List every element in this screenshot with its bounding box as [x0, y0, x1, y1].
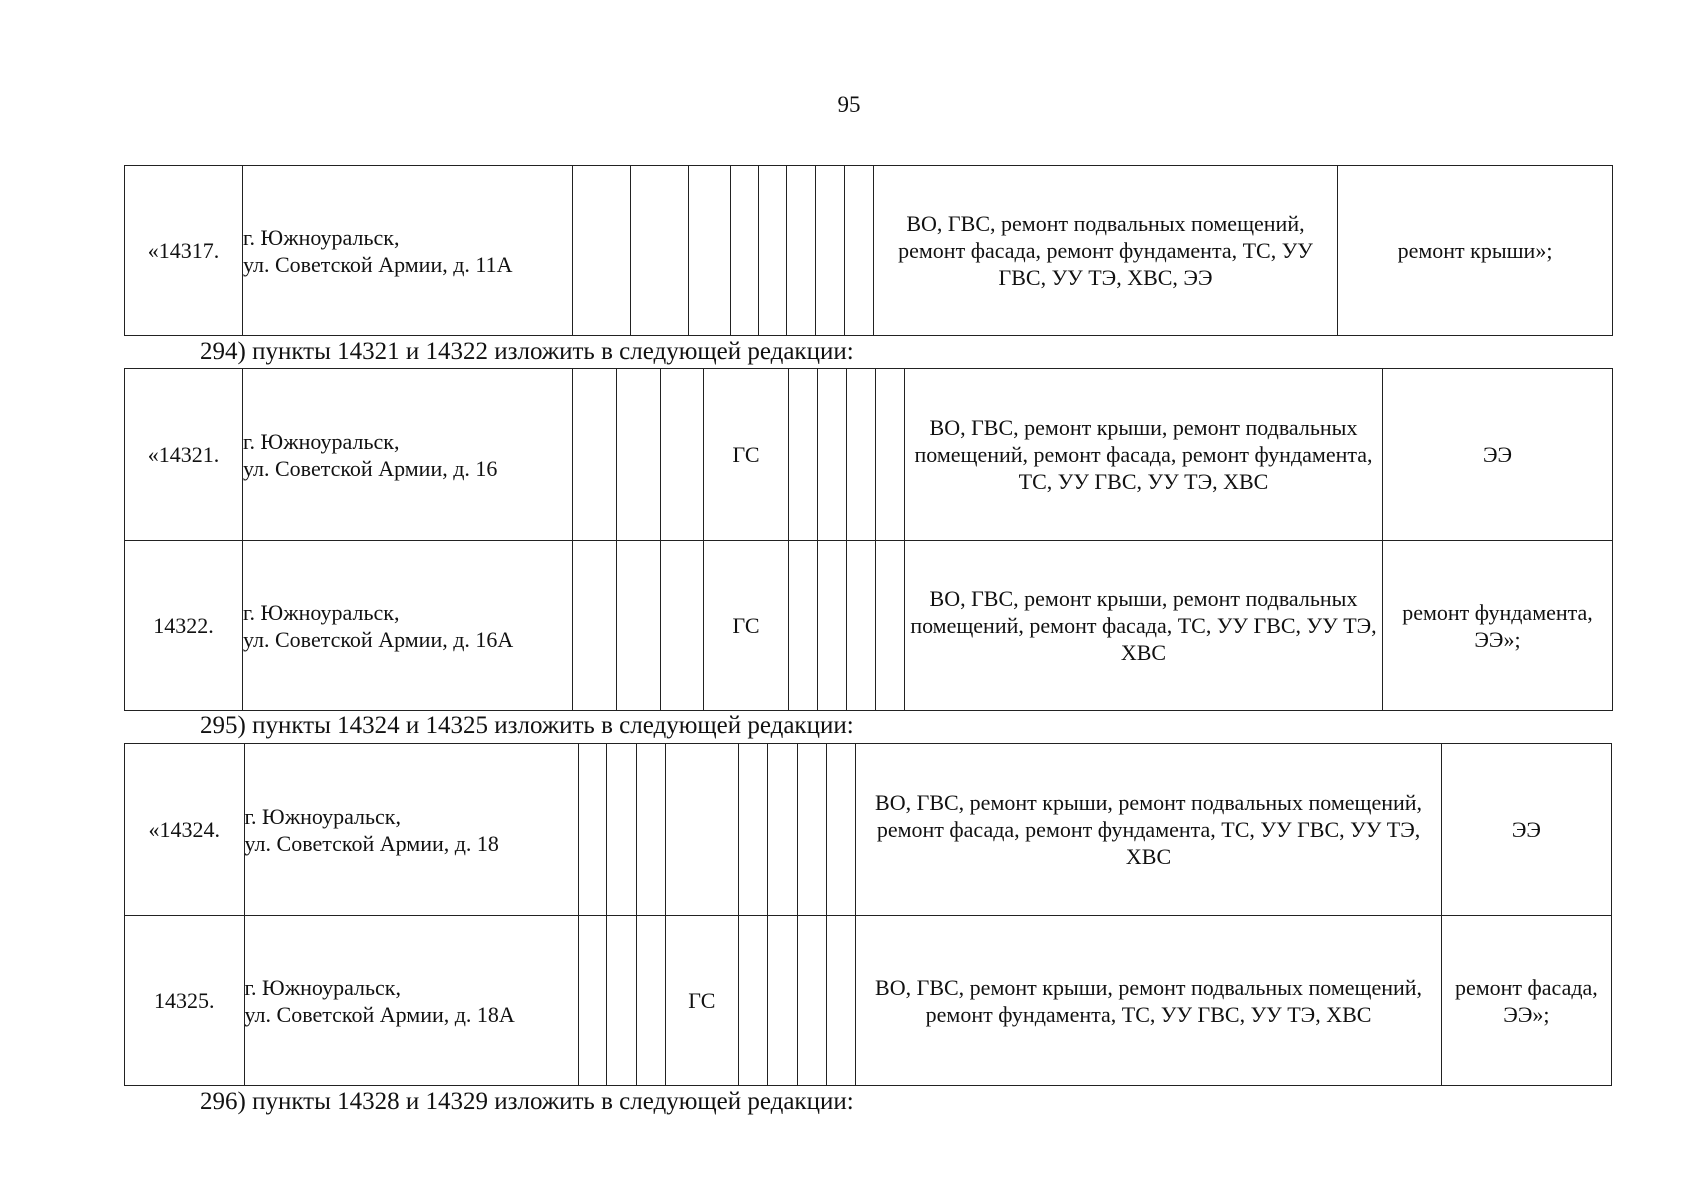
address-street: ул. Советской Армии, д. 11А — [243, 251, 513, 277]
address-street: ул. Советской Армии, д. 18 — [244, 830, 499, 856]
empty-cell — [768, 744, 797, 916]
gas-supply-cell: ГС — [704, 369, 789, 541]
address-cell — [244, 916, 578, 1086]
empty-cell — [847, 541, 876, 711]
repair-table-2 — [124, 368, 1613, 711]
address-cell — [243, 166, 573, 336]
empty-cell — [636, 916, 665, 1086]
other-works-cell: ремонт фундамента, ЭЭ»; — [1383, 541, 1613, 711]
empty-cell — [759, 166, 787, 336]
empty-cell — [826, 916, 855, 1086]
empty-cell — [607, 744, 636, 916]
gas-supply-cell — [689, 166, 731, 336]
item-number: «14321. — [125, 369, 243, 541]
empty-cell — [789, 541, 818, 711]
item-number: «14317. — [125, 166, 243, 336]
address-city: г. Южноуральск, — [243, 428, 400, 454]
address-cell — [243, 369, 573, 541]
address-street: ул. Советской Армии, д. 16А — [243, 626, 514, 652]
empty-cell — [573, 541, 617, 711]
address-street: ул. Советской Армии, д. 16 — [243, 455, 498, 481]
works-cell: ВО, ГВС, ремонт крыши, ремонт подвальных помещений, ремонт фасада, ремонт фундамента, ТС, УУ ГВС, УУ ТЭ, ХВС — [905, 369, 1383, 541]
empty-cell — [787, 166, 816, 336]
amendment-paragraph: 296) пункты 14328 и 14329 изложить в следующей редакции: — [200, 1088, 854, 1115]
empty-cell — [768, 916, 797, 1086]
amendment-paragraph: 295) пункты 14324 и 14325 изложить в следующей редакции: — [200, 712, 854, 739]
empty-cell — [731, 166, 759, 336]
empty-cell — [818, 541, 847, 711]
address-city: г. Южноуральск, — [243, 224, 400, 250]
address-street: ул. Советской Армии, д. 18А — [244, 1001, 515, 1027]
address-city: г. Южноуральск, — [244, 974, 401, 1000]
works-cell: ВО, ГВС, ремонт крыши, ремонт подвальных помещений, ремонт фундамента, ТС, УУ ГВС, УУ ТЭ, ХВС — [856, 916, 1441, 1086]
works-cell: ВО, ГВС, ремонт крыши, ремонт подвальных помещений, ремонт фасада, ремонт фундамента, ТС, УУ ГВС, УУ ТЭ, ХВС — [856, 744, 1441, 916]
empty-cell — [876, 369, 905, 541]
item-number: «14324. — [125, 744, 245, 916]
works-cell: ВО, ГВС, ремонт подвальных помещений, ремонт фасада, ремонт фундамента, ТС, УУ ГВС, УУ ТЭ, ХВС, ЭЭ — [874, 166, 1338, 336]
empty-cell — [617, 369, 661, 541]
empty-cell — [661, 369, 704, 541]
empty-cell — [607, 916, 636, 1086]
other-works-cell: ремонт крыши»; — [1338, 166, 1613, 336]
repair-table-1 — [124, 165, 1613, 336]
empty-cell — [797, 916, 826, 1086]
empty-cell — [847, 369, 876, 541]
item-number: 14325. — [125, 916, 245, 1086]
gas-supply-cell — [665, 744, 738, 916]
item-number: 14322. — [125, 541, 243, 711]
empty-cell — [636, 744, 665, 916]
other-works-cell: ремонт фасада, ЭЭ»; — [1441, 916, 1611, 1086]
amendment-paragraph: 294) пункты 14321 и 14322 изложить в следующей редакции: — [200, 338, 854, 365]
empty-cell — [738, 744, 767, 916]
empty-cell — [797, 744, 826, 916]
empty-cell — [573, 369, 617, 541]
address-cell — [244, 744, 578, 916]
table-row — [125, 369, 1613, 541]
empty-cell — [573, 166, 631, 336]
table-row — [125, 916, 1612, 1086]
empty-cell — [789, 369, 818, 541]
gas-supply-cell: ГС — [704, 541, 789, 711]
empty-cell — [816, 166, 845, 336]
empty-cell — [631, 166, 689, 336]
empty-cell — [617, 541, 661, 711]
table-row — [125, 744, 1612, 916]
other-works-cell: ЭЭ — [1441, 744, 1611, 916]
empty-cell — [845, 166, 874, 336]
empty-cell — [578, 744, 606, 916]
table-row — [125, 541, 1613, 711]
address-city: г. Южноуральск, — [243, 599, 400, 625]
page-number: 95 — [837, 92, 861, 117]
other-works-cell: ЭЭ — [1383, 369, 1613, 541]
empty-cell — [738, 916, 767, 1086]
address-cell — [243, 541, 573, 711]
empty-cell — [578, 916, 606, 1086]
table-row — [125, 166, 1613, 336]
empty-cell — [876, 541, 905, 711]
gas-supply-cell: ГС — [665, 916, 738, 1086]
empty-cell — [661, 541, 704, 711]
works-cell: ВО, ГВС, ремонт крыши, ремонт подвальных помещений, ремонт фасада, ТС, УУ ГВС, УУ ТЭ, ХВС — [905, 541, 1383, 711]
empty-cell — [818, 369, 847, 541]
address-city: г. Южноуральск, — [244, 803, 401, 829]
empty-cell — [826, 744, 855, 916]
repair-table-3 — [124, 743, 1612, 1086]
